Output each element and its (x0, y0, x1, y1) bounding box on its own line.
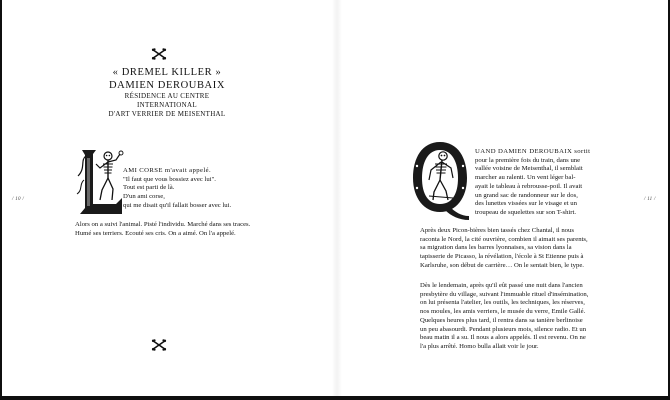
text-line: raconta le Nord, la cité ouvrière, combien il aimait ses parents, (420, 235, 588, 243)
subtitle-line-1: RÉSIDENCE AU CENTRE INTERNATIONAL (124, 92, 210, 109)
text-line: Humé ses terriers. Ecouté ses cris. On a aimé. On l'a appelé. (75, 229, 236, 237)
text-line: vallée voisine de Meisenthal, il semblait (475, 165, 583, 173)
left-paragraph-2 (75, 221, 250, 238)
text-line: Tout est parti de là. (123, 184, 175, 192)
title-block (97, 67, 237, 119)
text-line: marcher au ralenti. Un vent léger bal- (475, 174, 576, 182)
text-line: Dès le lendemain, après qu'il eût passé une nuit dans l'ancien (420, 282, 583, 289)
text-line: un peu abasourdi. Pendant plusieurs mois, silence radio. Et un (420, 325, 587, 333)
text-line: un grand sac de randonneur sur le dos, (475, 191, 578, 199)
crossed-bones-icon (151, 48, 167, 60)
text-line: D'un ami corse, (123, 193, 165, 201)
text-line: Alors on a suivi l'animal. Pisté l'individu. Marché dans ses traces. (75, 221, 251, 228)
right-paragraph-3 (420, 282, 588, 352)
text-line: Quelques heures plus tard, il rentra dans sa tanière berlinoise (420, 316, 583, 324)
dropcap-q-illustration (409, 136, 471, 222)
right-paragraph-2 (420, 227, 588, 271)
text-line: presbytère du village, suivant l'immuable rituel d'insémination, (420, 290, 589, 298)
text-line: UAND DAMIEN DEROUBAIX sortit (475, 148, 591, 155)
title-line-1: « DREMEL KILLER » (112, 67, 222, 78)
text-line: on lui présenta l'atelier, les outils, les techniques, les réserves, (420, 299, 585, 307)
page-number-right: / 11 / (644, 197, 656, 202)
text-line: l'a plus arrêté. Homo bulla allait voir le jour. (420, 342, 539, 350)
text-line: pour la première fois du train, dans une (475, 156, 581, 164)
text-line: des lunettes vissées sur le visage et un (475, 200, 577, 208)
text-line: troupeau de squelettes sur son T-shirt. (475, 208, 577, 216)
text-line: "Il faut que vous bossiez avec lui". (123, 175, 216, 183)
text-line: AMI CORSE m'avait appelé. (123, 167, 212, 174)
text-line: sa migration dans les barres lyonnaises, sa vision dans la (420, 244, 572, 252)
subtitle-line-2: D'ART VERRIER DE MEISENTHAL (108, 110, 226, 118)
book-spread (2, 0, 668, 396)
text-line: Après deux Picon-bières bien tassés chez Chantal, il nous (420, 227, 574, 234)
title-line-2: DAMIEN DEROUBAIX (108, 79, 226, 91)
gutter-shadow (332, 0, 342, 396)
text-line: tapisserie de Picasso, la révélation, l'école à St Etienne puis à (420, 253, 584, 261)
text-line: Karlsruhe, son début de carrière… On le sentait bien, le type. (420, 261, 584, 269)
text-line: beau matin il a su. Il nous a alors appelés. Il est revenu. On ne (420, 334, 586, 342)
dropcap-l-illustration (76, 146, 126, 218)
text-line: ayait le tableau à rebrousse-poil. Il avait (475, 182, 583, 190)
crossed-bones-icon (151, 339, 167, 351)
text-line: qui me disait qu'il fallait bosser avec lui. (123, 201, 232, 209)
right-paragraph-1 (475, 148, 590, 218)
page-number-left: / 10 / (12, 197, 25, 202)
left-paragraph-1 (123, 167, 231, 211)
text-line: nos moules, les amis verriers, le musée du verre, Emile Gallé. (420, 308, 586, 316)
